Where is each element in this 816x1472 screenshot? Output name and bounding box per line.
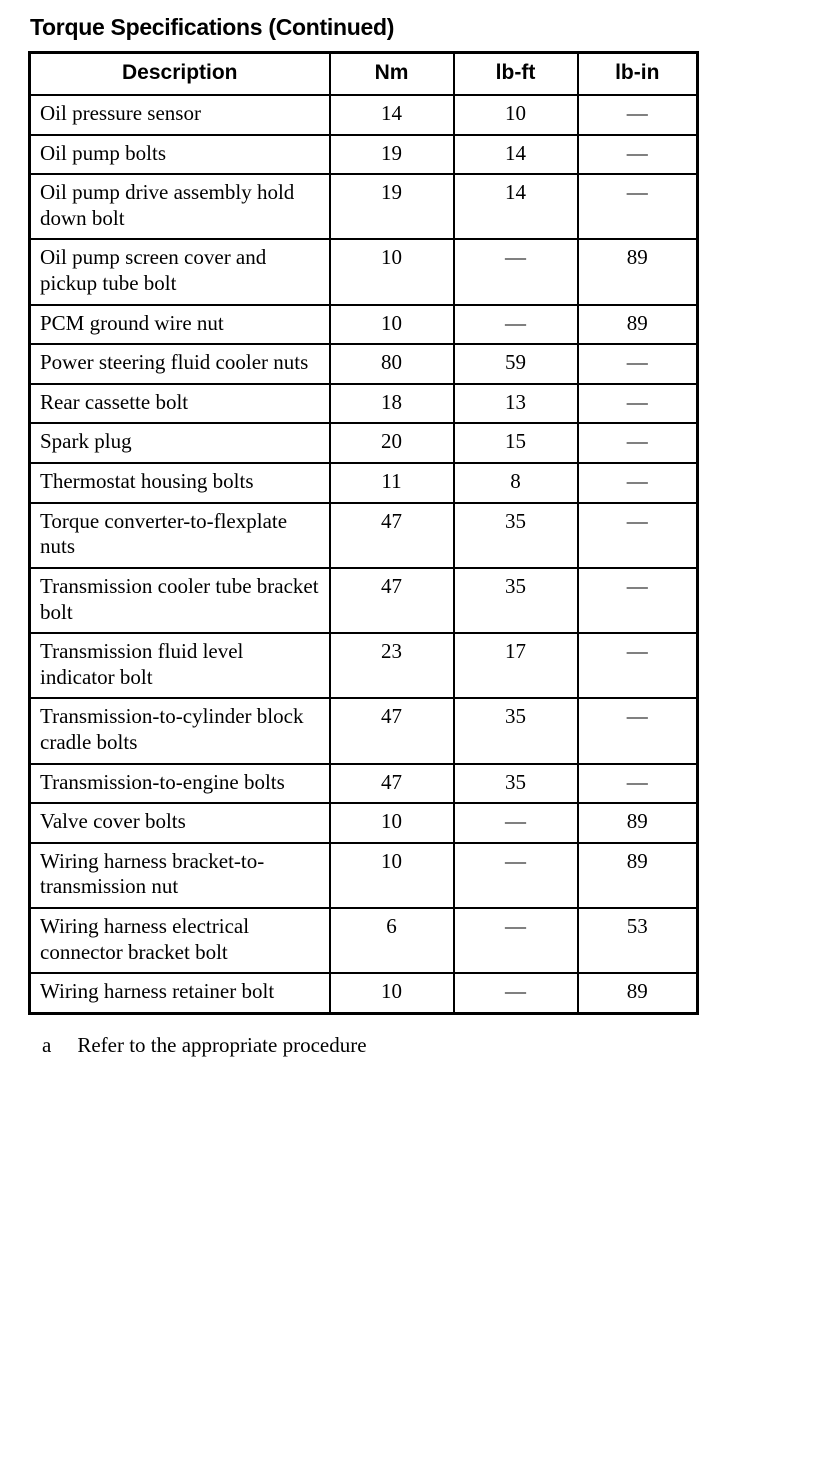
cell-lb-in: — xyxy=(578,135,698,175)
cell-description: Oil pressure sensor xyxy=(30,95,330,135)
cell-lb-ft: — xyxy=(454,843,578,908)
column-header-description: Description xyxy=(30,53,330,96)
table-row xyxy=(30,463,698,503)
table-row xyxy=(30,803,698,843)
table-row xyxy=(30,908,698,973)
footnote xyxy=(28,1033,792,1058)
cell-lb-in: 89 xyxy=(578,239,698,304)
cell-nm: 20 xyxy=(330,423,454,463)
cell-lb-ft: — xyxy=(454,305,578,345)
cell-description: PCM ground wire nut xyxy=(30,305,330,345)
cell-description: Wiring harness bracket-to-transmission nut xyxy=(30,843,330,908)
cell-lb-in: — xyxy=(578,503,698,568)
cell-lb-in: 53 xyxy=(578,908,698,973)
cell-lb-ft: — xyxy=(454,908,578,973)
cell-lb-ft: 35 xyxy=(454,503,578,568)
cell-lb-in: — xyxy=(578,463,698,503)
cell-description: Transmission-to-engine bolts xyxy=(30,764,330,804)
cell-lb-in: — xyxy=(578,568,698,633)
cell-nm: 10 xyxy=(330,973,454,1013)
cell-lb-ft: 15 xyxy=(454,423,578,463)
cell-nm: 10 xyxy=(330,305,454,345)
cell-lb-ft: 14 xyxy=(454,174,578,239)
table-row xyxy=(30,568,698,633)
cell-nm: 10 xyxy=(330,239,454,304)
cell-lb-in: — xyxy=(578,633,698,698)
cell-lb-in: — xyxy=(578,384,698,424)
cell-lb-ft: 8 xyxy=(454,463,578,503)
column-header-nm: Nm xyxy=(330,53,454,96)
cell-lb-in: — xyxy=(578,95,698,135)
cell-nm: 10 xyxy=(330,843,454,908)
table-row xyxy=(30,239,698,304)
table-row xyxy=(30,135,698,175)
table-header xyxy=(30,53,698,96)
cell-lb-ft: 35 xyxy=(454,568,578,633)
cell-description: Transmission cooler tube bracket bolt xyxy=(30,568,330,633)
cell-nm: 19 xyxy=(330,174,454,239)
table-row xyxy=(30,633,698,698)
table-row xyxy=(30,344,698,384)
cell-nm: 18 xyxy=(330,384,454,424)
table-header-row xyxy=(30,53,698,96)
cell-nm: 47 xyxy=(330,568,454,633)
table-row xyxy=(30,698,698,763)
cell-lb-in: 89 xyxy=(578,803,698,843)
cell-description: Thermostat housing bolts xyxy=(30,463,330,503)
cell-lb-in: — xyxy=(578,174,698,239)
cell-lb-ft: 35 xyxy=(454,698,578,763)
cell-lb-ft: 10 xyxy=(454,95,578,135)
cell-description: Wiring harness retainer bolt xyxy=(30,973,330,1013)
cell-nm: 14 xyxy=(330,95,454,135)
cell-nm: 47 xyxy=(330,503,454,568)
cell-lb-in: 89 xyxy=(578,305,698,345)
page-title: Torque Specifications (Continued) xyxy=(30,14,395,40)
cell-lb-ft: 13 xyxy=(454,384,578,424)
table-body xyxy=(30,95,698,1013)
cell-lb-in: — xyxy=(578,698,698,763)
cell-lb-in: — xyxy=(578,764,698,804)
cell-description: Spark plug xyxy=(30,423,330,463)
cell-description: Oil pump bolts xyxy=(30,135,330,175)
cell-description: Power steering fluid cooler nuts xyxy=(30,344,330,384)
cell-nm: 23 xyxy=(330,633,454,698)
footnote-marker: a xyxy=(42,1032,52,1057)
cell-lb-ft: 14 xyxy=(454,135,578,175)
cell-description: Oil pump screen cover and pickup tube bolt xyxy=(30,239,330,304)
cell-nm: 11 xyxy=(330,463,454,503)
table-row xyxy=(30,384,698,424)
cell-lb-ft: 35 xyxy=(454,764,578,804)
cell-description: Torque converter-to-flexplate nuts xyxy=(30,503,330,568)
cell-description: Valve cover bolts xyxy=(30,803,330,843)
table-row xyxy=(30,764,698,804)
cell-description: Transmission fluid level indicator bolt xyxy=(30,633,330,698)
cell-lb-in: 89 xyxy=(578,843,698,908)
cell-lb-in: 89 xyxy=(578,973,698,1013)
cell-description: Transmission-to-cylinder block cradle bolts xyxy=(30,698,330,763)
cell-lb-ft: — xyxy=(454,239,578,304)
cell-nm: 10 xyxy=(330,803,454,843)
table-row xyxy=(30,95,698,135)
cell-description: Rear cassette bolt xyxy=(30,384,330,424)
cell-description: Wiring harness electrical connector bracket bolt xyxy=(30,908,330,973)
cell-nm: 80 xyxy=(330,344,454,384)
table-row xyxy=(30,174,698,239)
cell-lb-ft: — xyxy=(454,973,578,1013)
table-row xyxy=(30,305,698,345)
column-header-lb-in: lb-in xyxy=(578,53,698,96)
cell-lb-ft: 17 xyxy=(454,633,578,698)
column-header-lb-ft: lb-ft xyxy=(454,53,578,96)
table-row xyxy=(30,973,698,1013)
torque-specifications-table xyxy=(28,51,699,1015)
cell-lb-in: — xyxy=(578,423,698,463)
table-row xyxy=(30,423,698,463)
table-row xyxy=(30,843,698,908)
cell-nm: 47 xyxy=(330,698,454,763)
cell-nm: 47 xyxy=(330,764,454,804)
cell-nm: 19 xyxy=(330,135,454,175)
cell-nm: 6 xyxy=(330,908,454,973)
table-row xyxy=(30,503,698,568)
footnote-text: Refer to the appropriate procedure xyxy=(77,1032,367,1057)
cell-lb-in: — xyxy=(578,344,698,384)
cell-lb-ft: 59 xyxy=(454,344,578,384)
cell-lb-ft: — xyxy=(454,803,578,843)
cell-description: Oil pump drive assembly hold down bolt xyxy=(30,174,330,239)
